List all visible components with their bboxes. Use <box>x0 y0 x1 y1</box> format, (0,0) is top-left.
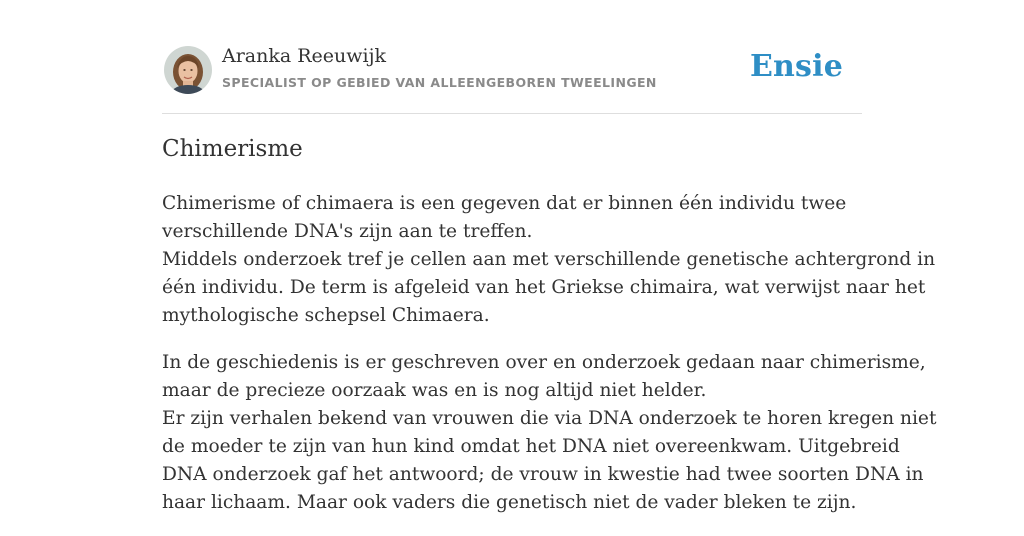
paragraph-line: DNA onderzoek gaf het antwoord; de vrouw in kwestie had twee soorten DNA in <box>162 464 924 485</box>
paragraph-line: mythologische schepsel Chimaera. <box>162 305 490 326</box>
paragraph-line: Chimerisme of chimaera is een gegeven dat er binnen één individu twee <box>162 193 847 214</box>
article-body <box>162 190 937 536</box>
paragraph-line: verschillende DNA's zijn aan te treffen. <box>162 221 533 242</box>
paragraph-line: Er zijn verhalen bekend van vrouwen die via DNA onderzoek te horen kregen niet <box>162 408 937 429</box>
article-paragraph <box>162 190 936 330</box>
paragraph-line: Middels onderzoek tref je cellen aan met verschillende genetische achtergrond in <box>162 249 936 270</box>
author-header <box>162 0 862 114</box>
author-name[interactable]: Aranka Reeuwijk <box>222 45 387 67</box>
article-title: Chimerisme <box>162 136 303 162</box>
paragraph-line: maar de precieze oorzaak was en is nog altijd niet helder. <box>162 380 707 401</box>
paragraph-line: de moeder te zijn van hun kind omdat het DNA niet overeenkwam. Uitgebreid <box>162 436 900 457</box>
author-avatar[interactable] <box>164 46 212 94</box>
article-paragraph <box>162 349 937 517</box>
paragraph-line: één individu. De term is afgeleid van het Griekse chimaira, wat verwijst naar het <box>162 277 926 298</box>
author-photo <box>164 46 212 94</box>
paragraph-line: haar lichaam. Maar ook vaders die genetisch niet de vader bleken te zijn. <box>162 492 857 513</box>
ensie-logo[interactable]: Ensie <box>749 49 843 84</box>
author-tagline: SPECIALIST OP GEBIED VAN ALLEENGEBOREN TWEELINGEN <box>222 75 657 90</box>
paragraph-line: In de geschiedenis is er geschreven over en onderzoek gedaan naar chimerisme, <box>162 352 926 373</box>
article-page <box>162 0 937 513</box>
